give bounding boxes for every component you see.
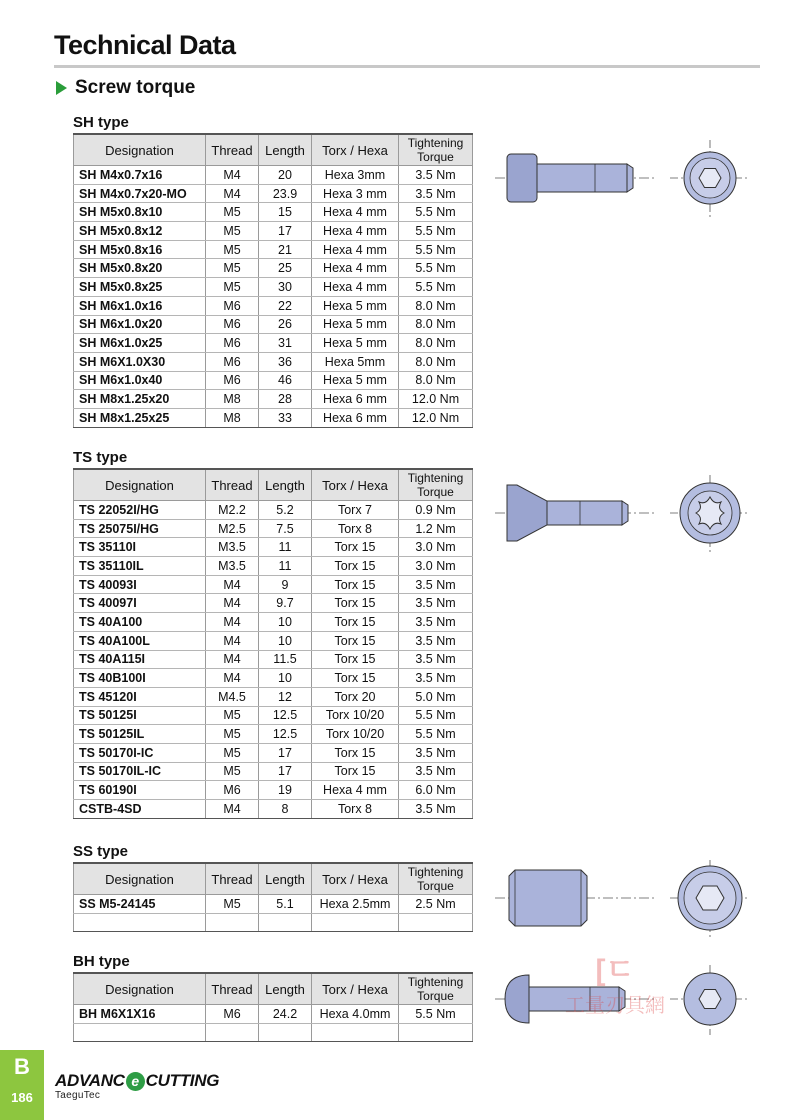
cell-drive: Hexa 5 mm	[312, 296, 399, 315]
cell-length: 26	[259, 315, 312, 334]
cell-length: 10	[259, 669, 312, 688]
cell-designation: TS 22052I/HG	[74, 501, 206, 520]
table-row	[74, 743, 473, 762]
col-torque-line1: Tightening	[407, 136, 464, 150]
cell-torque: 8.0 Nm	[399, 296, 473, 315]
cell-length: 11	[259, 557, 312, 576]
cell-thread	[206, 1023, 259, 1042]
col-thread: Thread	[206, 973, 259, 1005]
table-row	[74, 390, 473, 409]
cell-thread: M5	[206, 278, 259, 297]
cell-designation: CSTB-4SD	[74, 800, 206, 819]
table-row	[74, 519, 473, 538]
cell-torque: 8.0 Nm	[399, 352, 473, 371]
cell-torque	[399, 913, 473, 932]
table-row	[74, 800, 473, 819]
sh-screw-top-drawing	[670, 140, 750, 220]
cell-designation: SH M5x0.8x12	[74, 222, 206, 241]
cell-torque: 5.5 Nm	[399, 278, 473, 297]
cell-designation: SH M4x0.7x16	[74, 166, 206, 185]
col-drive: Torx / Hexa	[312, 973, 399, 1005]
cell-length: 10	[259, 613, 312, 632]
table-row	[74, 557, 473, 576]
cell-designation: TS 50170IL-IC	[74, 762, 206, 781]
cell-torque	[399, 1023, 473, 1042]
cell-thread: M6	[206, 334, 259, 353]
cell-drive: Torx 15	[312, 650, 399, 669]
sh-table	[73, 133, 473, 428]
ss-type-title: SS type	[73, 843, 129, 860]
cell-thread: M4	[206, 184, 259, 203]
cell-drive: Hexa 6 mm	[312, 408, 399, 427]
cell-thread: M6	[206, 296, 259, 315]
table-row	[74, 278, 473, 297]
cell-length: 30	[259, 278, 312, 297]
table-row	[74, 240, 473, 259]
cell-drive: Torx 15	[312, 669, 399, 688]
cell-drive: Hexa 4 mm	[312, 278, 399, 297]
cell-designation: TS 50125IL	[74, 725, 206, 744]
cell-designation: TS 50125I	[74, 706, 206, 725]
cell-torque: 8.0 Nm	[399, 315, 473, 334]
cell-torque: 5.5 Nm	[399, 1005, 473, 1024]
table-row	[74, 352, 473, 371]
cell-drive: Hexa 4 mm	[312, 203, 399, 222]
cell-torque: 5.5 Nm	[399, 259, 473, 278]
cell-length: 7.5	[259, 519, 312, 538]
col-designation: Designation	[74, 863, 206, 895]
cell-drive	[312, 1023, 399, 1042]
cell-torque: 1.2 Nm	[399, 519, 473, 538]
cell-thread: M6	[206, 371, 259, 390]
cell-drive: Torx 15	[312, 631, 399, 650]
cell-length: 28	[259, 390, 312, 409]
brand-name-b: CUTTING	[145, 1071, 220, 1090]
cell-torque: 5.5 Nm	[399, 222, 473, 241]
watermark	[565, 945, 665, 1018]
cell-thread: M6	[206, 1005, 259, 1024]
cell-designation: TS 35110I	[74, 538, 206, 557]
cell-torque: 8.0 Nm	[399, 334, 473, 353]
cell-thread: M5	[206, 725, 259, 744]
table-row	[74, 259, 473, 278]
cell-torque: 12.0 Nm	[399, 390, 473, 409]
cell-thread: M4	[206, 166, 259, 185]
cell-designation: TS 40097I	[74, 594, 206, 613]
table-row	[74, 631, 473, 650]
cell-thread: M2.2	[206, 501, 259, 520]
table-row	[74, 538, 473, 557]
cell-torque: 5.5 Nm	[399, 725, 473, 744]
cell-thread: M8	[206, 390, 259, 409]
table-row	[74, 895, 473, 914]
cell-torque: 5.5 Nm	[399, 706, 473, 725]
cell-length: 17	[259, 762, 312, 781]
cell-thread: M4	[206, 594, 259, 613]
col-drive: Torx / Hexa	[312, 863, 399, 895]
table-row	[74, 1005, 473, 1024]
cell-drive: Torx 15	[312, 575, 399, 594]
cell-length: 9	[259, 575, 312, 594]
col-designation: Designation	[74, 134, 206, 166]
col-length: Length	[259, 863, 312, 895]
cell-length: 19	[259, 781, 312, 800]
col-length: Length	[259, 134, 312, 166]
cell-drive: Hexa 4 mm	[312, 781, 399, 800]
cell-thread: M4	[206, 631, 259, 650]
cell-drive: Hexa 2.5mm	[312, 895, 399, 914]
table-row	[74, 296, 473, 315]
page-title: Technical Data	[54, 30, 236, 60]
sh-screw-side-drawing	[495, 140, 655, 220]
cell-drive: Torx 20	[312, 687, 399, 706]
cell-designation: SH M5x0.8x25	[74, 278, 206, 297]
cell-thread: M5	[206, 743, 259, 762]
cell-designation: SS M5-24145	[74, 895, 206, 914]
cell-thread: M4	[206, 575, 259, 594]
table-row	[74, 594, 473, 613]
cell-designation: SH M5x0.8x16	[74, 240, 206, 259]
ss-screw-side-drawing	[495, 862, 655, 938]
table-row	[74, 222, 473, 241]
cell-thread: M4	[206, 669, 259, 688]
cell-thread: M5	[206, 762, 259, 781]
cell-drive: Hexa 5 mm	[312, 315, 399, 334]
col-torque	[399, 863, 473, 895]
cell-length	[259, 1023, 312, 1042]
cell-drive: Torx 15	[312, 557, 399, 576]
cell-designation	[74, 913, 206, 932]
watermark-text: 工量刃具網	[565, 995, 665, 1017]
col-thread: Thread	[206, 469, 259, 501]
cell-torque: 3.5 Nm	[399, 800, 473, 819]
cell-torque: 6.0 Nm	[399, 781, 473, 800]
col-thread: Thread	[206, 863, 259, 895]
cell-designation	[74, 1023, 206, 1042]
cell-designation: SH M5x0.8x10	[74, 203, 206, 222]
cell-torque: 3.5 Nm	[399, 575, 473, 594]
cell-designation: SH M6X1.0X30	[74, 352, 206, 371]
cell-length: 24.2	[259, 1005, 312, 1024]
cell-thread: M4	[206, 800, 259, 819]
cell-length: 9.7	[259, 594, 312, 613]
table-row	[74, 706, 473, 725]
cell-torque: 0.9 Nm	[399, 501, 473, 520]
cell-length: 12	[259, 687, 312, 706]
cell-torque: 3.5 Nm	[399, 166, 473, 185]
cell-drive: Torx 10/20	[312, 725, 399, 744]
cell-thread: M2.5	[206, 519, 259, 538]
bh-type-title: BH type	[73, 953, 130, 970]
cell-designation: SH M6x1.0x16	[74, 296, 206, 315]
cell-torque: 3.5 Nm	[399, 743, 473, 762]
cell-drive: Torx 7	[312, 501, 399, 520]
cell-drive: Torx 15	[312, 613, 399, 632]
cell-length: 15	[259, 203, 312, 222]
cell-drive: Torx 8	[312, 519, 399, 538]
cell-thread: M6	[206, 315, 259, 334]
table-row	[74, 575, 473, 594]
cell-length: 12.5	[259, 706, 312, 725]
cell-length: 46	[259, 371, 312, 390]
cell-thread: M4.5	[206, 687, 259, 706]
cell-thread: M5	[206, 203, 259, 222]
table-row	[74, 184, 473, 203]
table-row	[74, 203, 473, 222]
bh-table	[73, 972, 473, 1042]
table-row	[74, 725, 473, 744]
col-torque-line2: Torque	[417, 989, 454, 1003]
cell-length: 17	[259, 222, 312, 241]
cell-torque: 12.0 Nm	[399, 408, 473, 427]
bh-table-header	[74, 973, 473, 1005]
triangle-bullet-icon	[56, 81, 67, 95]
cell-torque: 5.5 Nm	[399, 240, 473, 259]
cell-drive: Hexa 4 mm	[312, 240, 399, 259]
cell-designation: SH M6x1.0x20	[74, 315, 206, 334]
cell-drive: Hexa 4 mm	[312, 222, 399, 241]
watermark-logo-icon: [ㄷ	[595, 954, 635, 987]
col-torque	[399, 973, 473, 1005]
cell-designation: TS 45120I	[74, 687, 206, 706]
cell-drive: Hexa 5 mm	[312, 371, 399, 390]
section-tab	[0, 1050, 44, 1120]
cell-length: 22	[259, 296, 312, 315]
cell-torque: 3.5 Nm	[399, 594, 473, 613]
cell-length: 31	[259, 334, 312, 353]
cell-designation: TS 40A100L	[74, 631, 206, 650]
table-row	[74, 371, 473, 390]
cell-torque: 3.5 Nm	[399, 631, 473, 650]
cell-designation: TS 40A115I	[74, 650, 206, 669]
cell-thread: M4	[206, 650, 259, 669]
cell-drive	[312, 913, 399, 932]
section-title-text: Screw torque	[75, 77, 196, 98]
cell-length: 21	[259, 240, 312, 259]
cell-torque: 3.5 Nm	[399, 669, 473, 688]
col-torque-line1: Tightening	[407, 865, 464, 879]
cell-designation: TS 25075I/HG	[74, 519, 206, 538]
table-row	[74, 1023, 473, 1042]
ss-table	[73, 862, 473, 932]
ts-screw-top-drawing	[670, 475, 750, 555]
cell-designation: TS 50170I-IC	[74, 743, 206, 762]
cell-designation: TS 40A100	[74, 613, 206, 632]
brand-name-a: ADVANC	[55, 1071, 125, 1090]
ts-table	[73, 468, 473, 819]
cell-length: 8	[259, 800, 312, 819]
ts-type-title: TS type	[73, 449, 128, 466]
cell-torque: 5.0 Nm	[399, 687, 473, 706]
cell-torque: 3.0 Nm	[399, 538, 473, 557]
cell-drive: Torx 15	[312, 538, 399, 557]
table-row	[74, 913, 473, 932]
cell-drive: Torx 15	[312, 743, 399, 762]
cell-length: 20	[259, 166, 312, 185]
cell-drive: Hexa 6 mm	[312, 390, 399, 409]
col-torque-line2: Torque	[417, 485, 454, 499]
col-length: Length	[259, 973, 312, 1005]
cell-drive: Hexa 4.0mm	[312, 1005, 399, 1024]
cell-designation: SH M6x1.0x25	[74, 334, 206, 353]
cell-thread: M5	[206, 706, 259, 725]
sh-table-header	[74, 134, 473, 166]
brand-e-icon: e	[126, 1072, 145, 1091]
col-thread: Thread	[206, 134, 259, 166]
cell-length: 12.5	[259, 725, 312, 744]
bh-screw-top-drawing	[670, 965, 750, 1035]
cell-length: 5.2	[259, 501, 312, 520]
cell-torque: 3.0 Nm	[399, 557, 473, 576]
brand-subtitle: TaeguTec	[55, 1090, 101, 1101]
cell-length	[259, 913, 312, 932]
table-row	[74, 613, 473, 632]
cell-drive: Hexa 3 mm	[312, 184, 399, 203]
col-designation: Designation	[74, 469, 206, 501]
cell-torque: 2.5 Nm	[399, 895, 473, 914]
cell-length: 5.1	[259, 895, 312, 914]
cell-torque: 3.5 Nm	[399, 650, 473, 669]
col-designation: Designation	[74, 973, 206, 1005]
cell-drive: Hexa 3mm	[312, 166, 399, 185]
cell-thread: M4	[206, 613, 259, 632]
table-row	[74, 669, 473, 688]
cell-length: 36	[259, 352, 312, 371]
sh-type-title: SH type	[73, 114, 129, 131]
section-letter: B	[14, 1054, 30, 1079]
table-row	[74, 315, 473, 334]
cell-torque: 3.5 Nm	[399, 184, 473, 203]
cell-designation: TS 35110IL	[74, 557, 206, 576]
cell-length: 11.5	[259, 650, 312, 669]
cell-length: 10	[259, 631, 312, 650]
col-drive: Torx / Hexa	[312, 134, 399, 166]
table-row	[74, 781, 473, 800]
ts-screw-side-drawing	[495, 475, 655, 555]
cell-drive: Torx 15	[312, 762, 399, 781]
col-torque-line2: Torque	[417, 879, 454, 893]
table-row	[74, 762, 473, 781]
cell-length: 25	[259, 259, 312, 278]
table-row	[74, 501, 473, 520]
table-row	[74, 166, 473, 185]
cell-designation: SH M5x0.8x20	[74, 259, 206, 278]
cell-torque: 5.5 Nm	[399, 203, 473, 222]
col-torque-line2: Torque	[417, 150, 454, 164]
cell-torque: 3.5 Nm	[399, 613, 473, 632]
cell-thread	[206, 913, 259, 932]
ts-table-header	[74, 469, 473, 501]
cell-designation: SH M4x0.7x20-MO	[74, 184, 206, 203]
cell-thread: M6	[206, 781, 259, 800]
section-title	[56, 77, 195, 99]
cell-designation: SH M8x1.25x25	[74, 408, 206, 427]
cell-designation: BH M6X1X16	[74, 1005, 206, 1024]
cell-thread: M3.5	[206, 557, 259, 576]
cell-thread: M5	[206, 222, 259, 241]
cell-length: 23.9	[259, 184, 312, 203]
cell-designation: SH M8x1.25x20	[74, 390, 206, 409]
cell-torque: 3.5 Nm	[399, 762, 473, 781]
cell-thread: M5	[206, 895, 259, 914]
table-row	[74, 687, 473, 706]
cell-designation: SH M6x1.0x40	[74, 371, 206, 390]
ss-table-header	[74, 863, 473, 895]
cell-drive: Hexa 4 mm	[312, 259, 399, 278]
col-torque	[399, 469, 473, 501]
brand-logo	[55, 1071, 219, 1101]
col-torque	[399, 134, 473, 166]
col-length: Length	[259, 469, 312, 501]
table-row	[74, 408, 473, 427]
col-drive: Torx / Hexa	[312, 469, 399, 501]
cell-drive: Torx 8	[312, 800, 399, 819]
title-rule	[54, 65, 760, 68]
table-row	[74, 334, 473, 353]
cell-torque: 8.0 Nm	[399, 371, 473, 390]
cell-designation: TS 40B100I	[74, 669, 206, 688]
cell-thread: M5	[206, 240, 259, 259]
cell-designation: TS 40093I	[74, 575, 206, 594]
cell-length: 11	[259, 538, 312, 557]
col-torque-line1: Tightening	[407, 975, 464, 989]
cell-thread: M8	[206, 408, 259, 427]
cell-length: 17	[259, 743, 312, 762]
ss-screw-top-drawing	[670, 860, 750, 940]
cell-thread: M3.5	[206, 538, 259, 557]
cell-drive: Hexa 5mm	[312, 352, 399, 371]
col-torque-line1: Tightening	[407, 471, 464, 485]
cell-drive: Hexa 5 mm	[312, 334, 399, 353]
cell-drive: Torx 10/20	[312, 706, 399, 725]
table-row	[74, 650, 473, 669]
cell-designation: TS 60190I	[74, 781, 206, 800]
cell-thread: M6	[206, 352, 259, 371]
cell-thread: M5	[206, 259, 259, 278]
cell-drive: Torx 15	[312, 594, 399, 613]
page-number: 186	[11, 1090, 33, 1105]
cell-length: 33	[259, 408, 312, 427]
